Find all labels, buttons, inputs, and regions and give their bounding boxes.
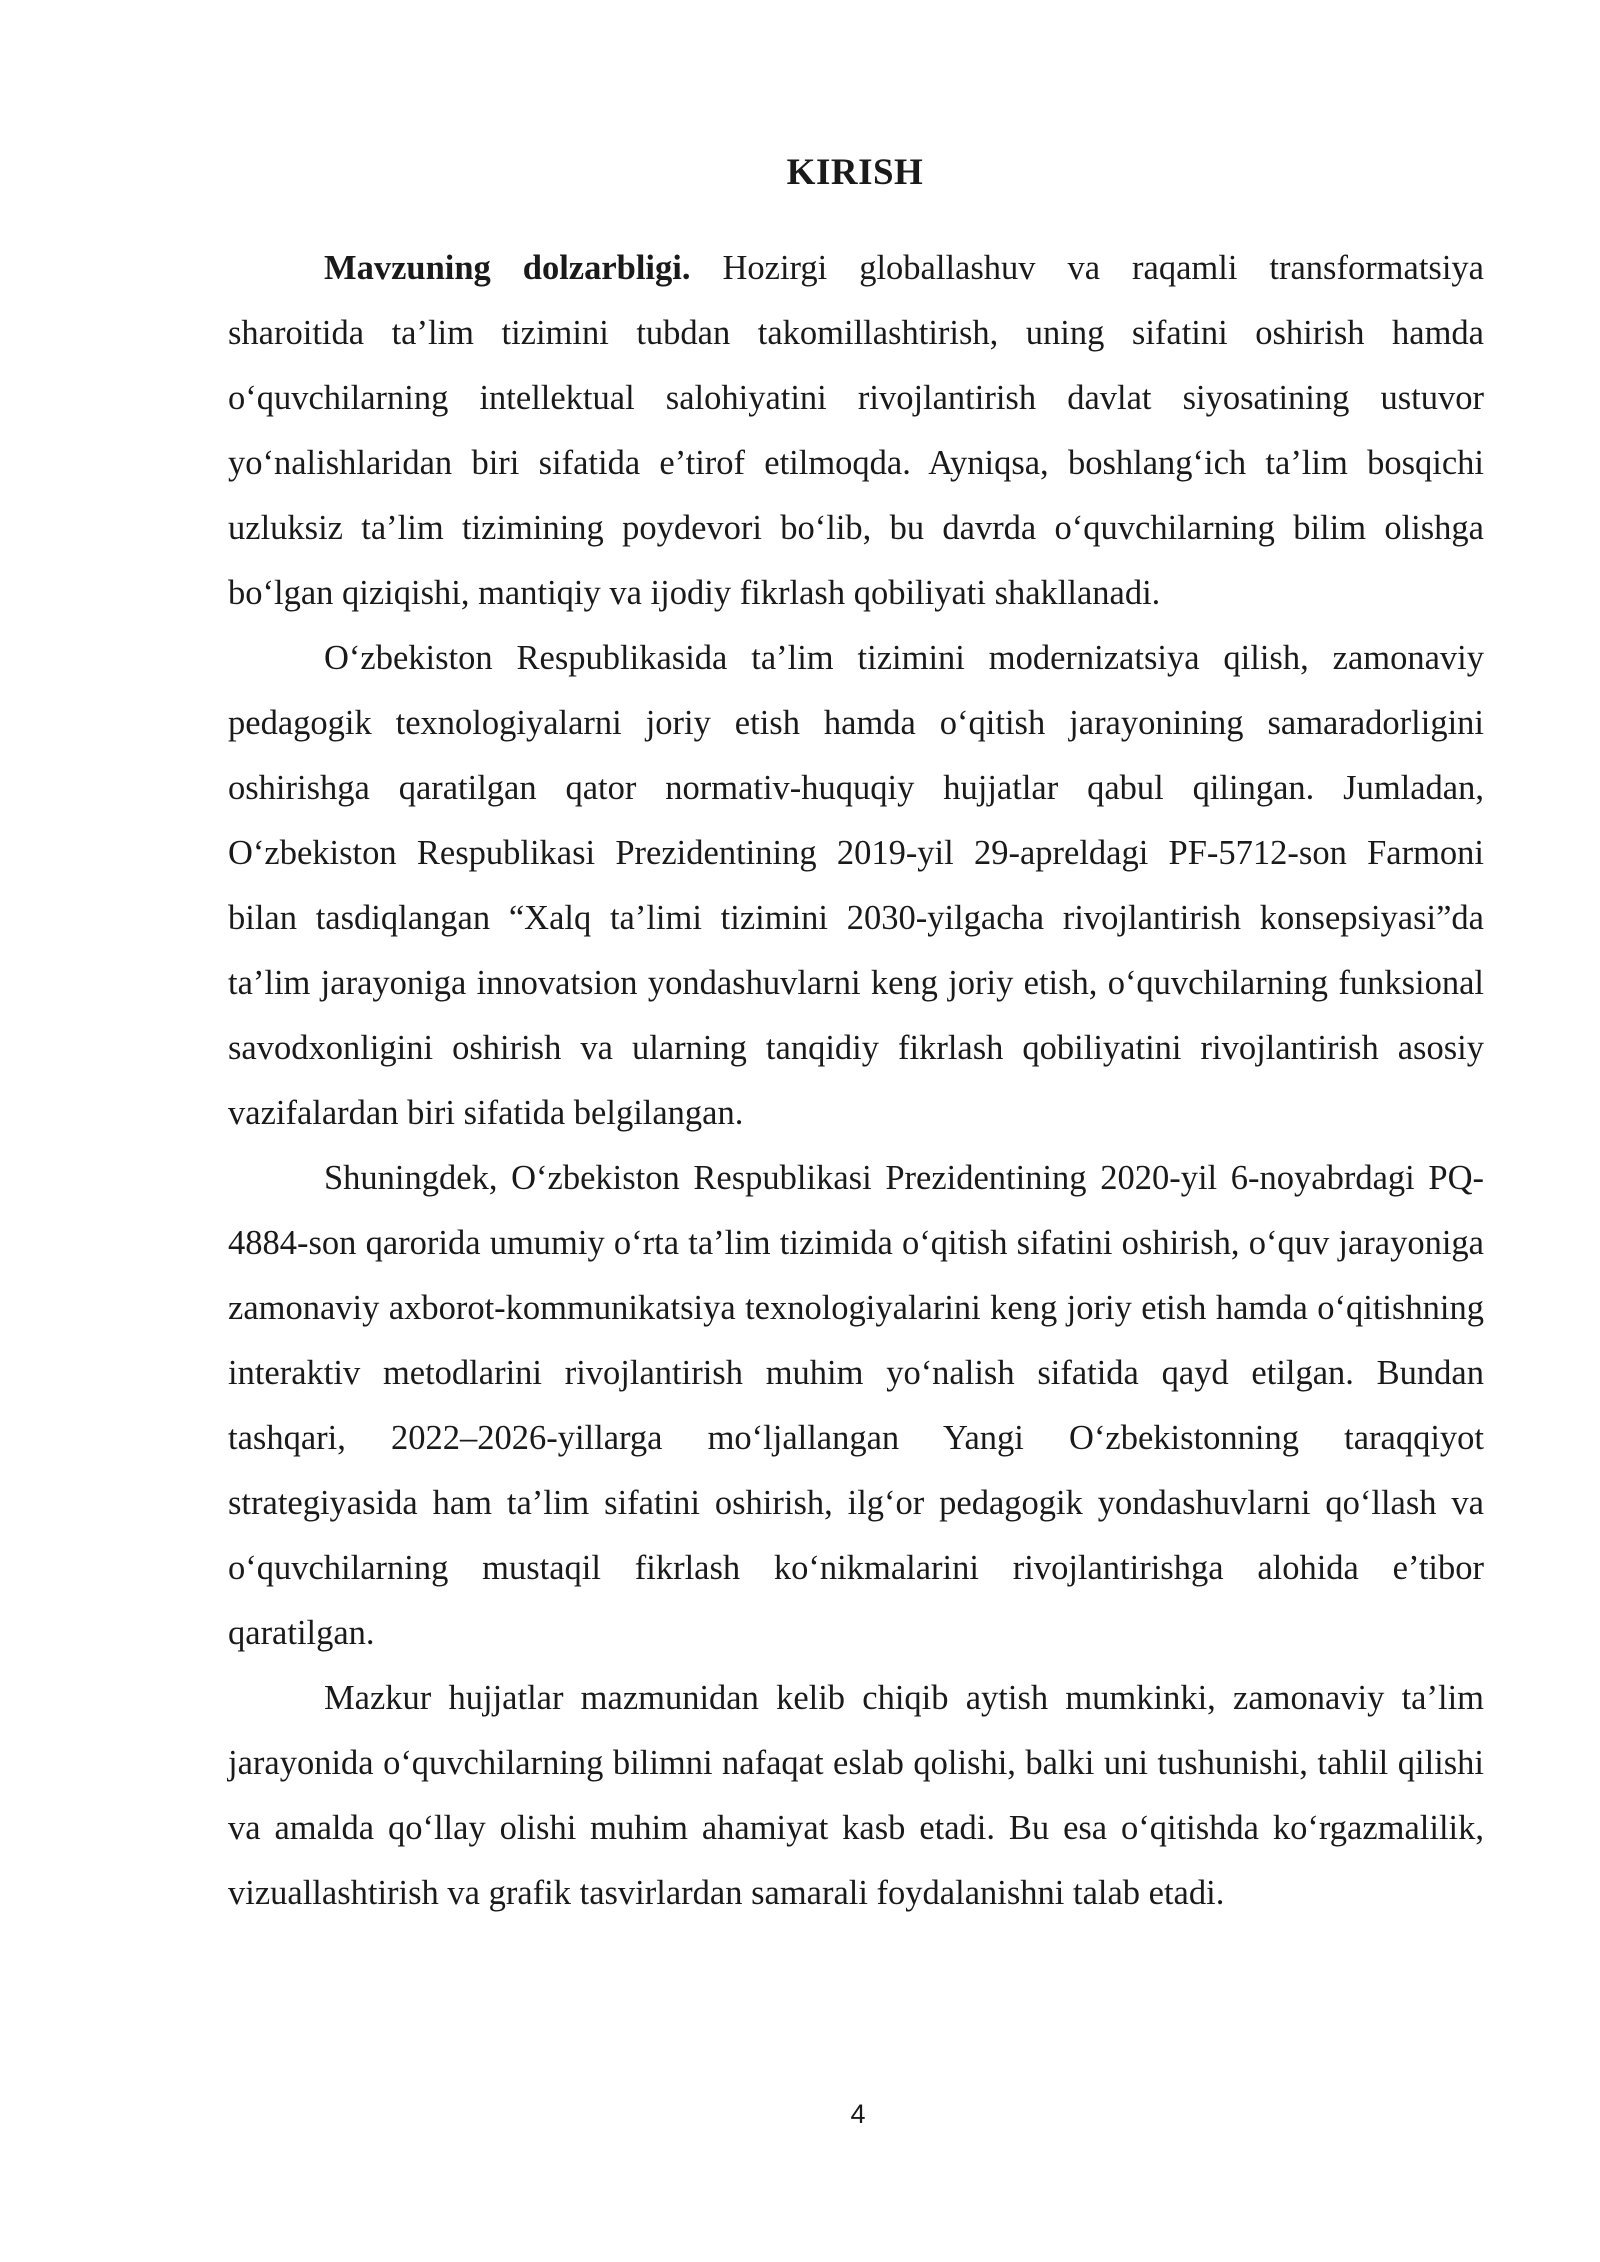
paragraph-conclusion	[228, 1666, 1484, 1926]
paragraph-modernization	[228, 626, 1484, 1146]
paragraph-resolution	[228, 1146, 1484, 1666]
paragraph-text: Mazkur hujjatlar mazmunidan kelib chiqib aytish mumkinki, zamonaviy ta’lim jarayonida o‘quvchilarning bilimni nafaqat eslab qolishi, balki uni tushunishi, tahlil qilishi va amalda qo‘llay olishi muhim ahamiyat kasb etadi. Bu esa o‘qitishda ko‘rgazmalilik, vizuallashtirish va grafik tasvirlardan samarali foydalanishni talab etadi.	[228, 1679, 1484, 1912]
paragraph-text: Hozirgi globallashuv va raqamli transformatsiya sharoitida ta’lim tizimini tubdan takomillashtirish, uning sifatini oshirish hamda o‘quvchilarning intellektual salohiyatini rivojlantirish davlat siyosatining ustuvor yo‘nalishlaridan biri sifatida e’tirof etilmoqda. Ayniqsa, boshlang‘ich ta’lim bosqichi uzluksiz ta’lim tizimining poydevori bo‘lib, bu davrda o‘quvchilarning bilim olishga bo‘lgan qiziqishi, mantiqiy va ijodiy fikrlash qobiliyati shakllanadi.	[228, 249, 1484, 612]
section-title: KIRISH	[786, 152, 924, 193]
page-number: 4	[850, 2099, 866, 2129]
paragraph-lead: Mavzuning dolzarbligi.	[324, 249, 691, 287]
paragraph-text: Shuningdek, O‘zbekiston Respublikasi Prezidentining 2020-yil 6-noyabrdagi PQ-4884-son qarorida umumiy o‘rta ta’lim tizimida o‘qitish sifatini oshirish, o‘quv jarayoniga zamonaviy axborot-kommunikatsiya texnologiyalarini keng joriy etish hamda o‘qitishning interaktiv metodlarini rivojlantirish muhim yo‘nalish sifatida qayd etilgan. Bundan tashqari, 2022–2026-yillarga mo‘ljallangan Yangi O‘zbekistonning taraqqiyot strategiyasida ham ta’lim sifatini oshirish, ilg‘or pedagogik yondashuvlarni qo‘llash va o‘quvchilarning mustaqil fikrlash ko‘nikmalarini rivojlantirishga alohida e’tibor qaratilgan.	[228, 1159, 1484, 1652]
body-text	[228, 236, 1484, 1926]
paragraph-relevance	[228, 236, 1484, 626]
paragraph-text: O‘zbekiston Respublikasida ta’lim tizimini modernizatsiya qilish, zamonaviy pedagogik texnologiyalarni joriy etish hamda o‘qitish jarayonining samaradorligini oshirishga qaratilgan qator normativ-huquqiy hujjatlar qabul qilingan. Jumladan, O‘zbekiston Respublikasi Prezidentining 2019-yil 29-apreldagi PF-5712-son Farmoni bilan tasdiqlangan “Xalq ta’limi tizimini 2030-yilgacha rivojlantirish konsepsiyasi”da ta’lim jarayoniga innovatsion yondashuvlarni keng joriy etish, o‘quvchilarning funksional savodxonligini oshirish va ularning tanqidiy fikrlash qobiliyatini rivojlantirish asosiy vazifalardan biri sifatida belgilangan.	[228, 639, 1484, 1132]
